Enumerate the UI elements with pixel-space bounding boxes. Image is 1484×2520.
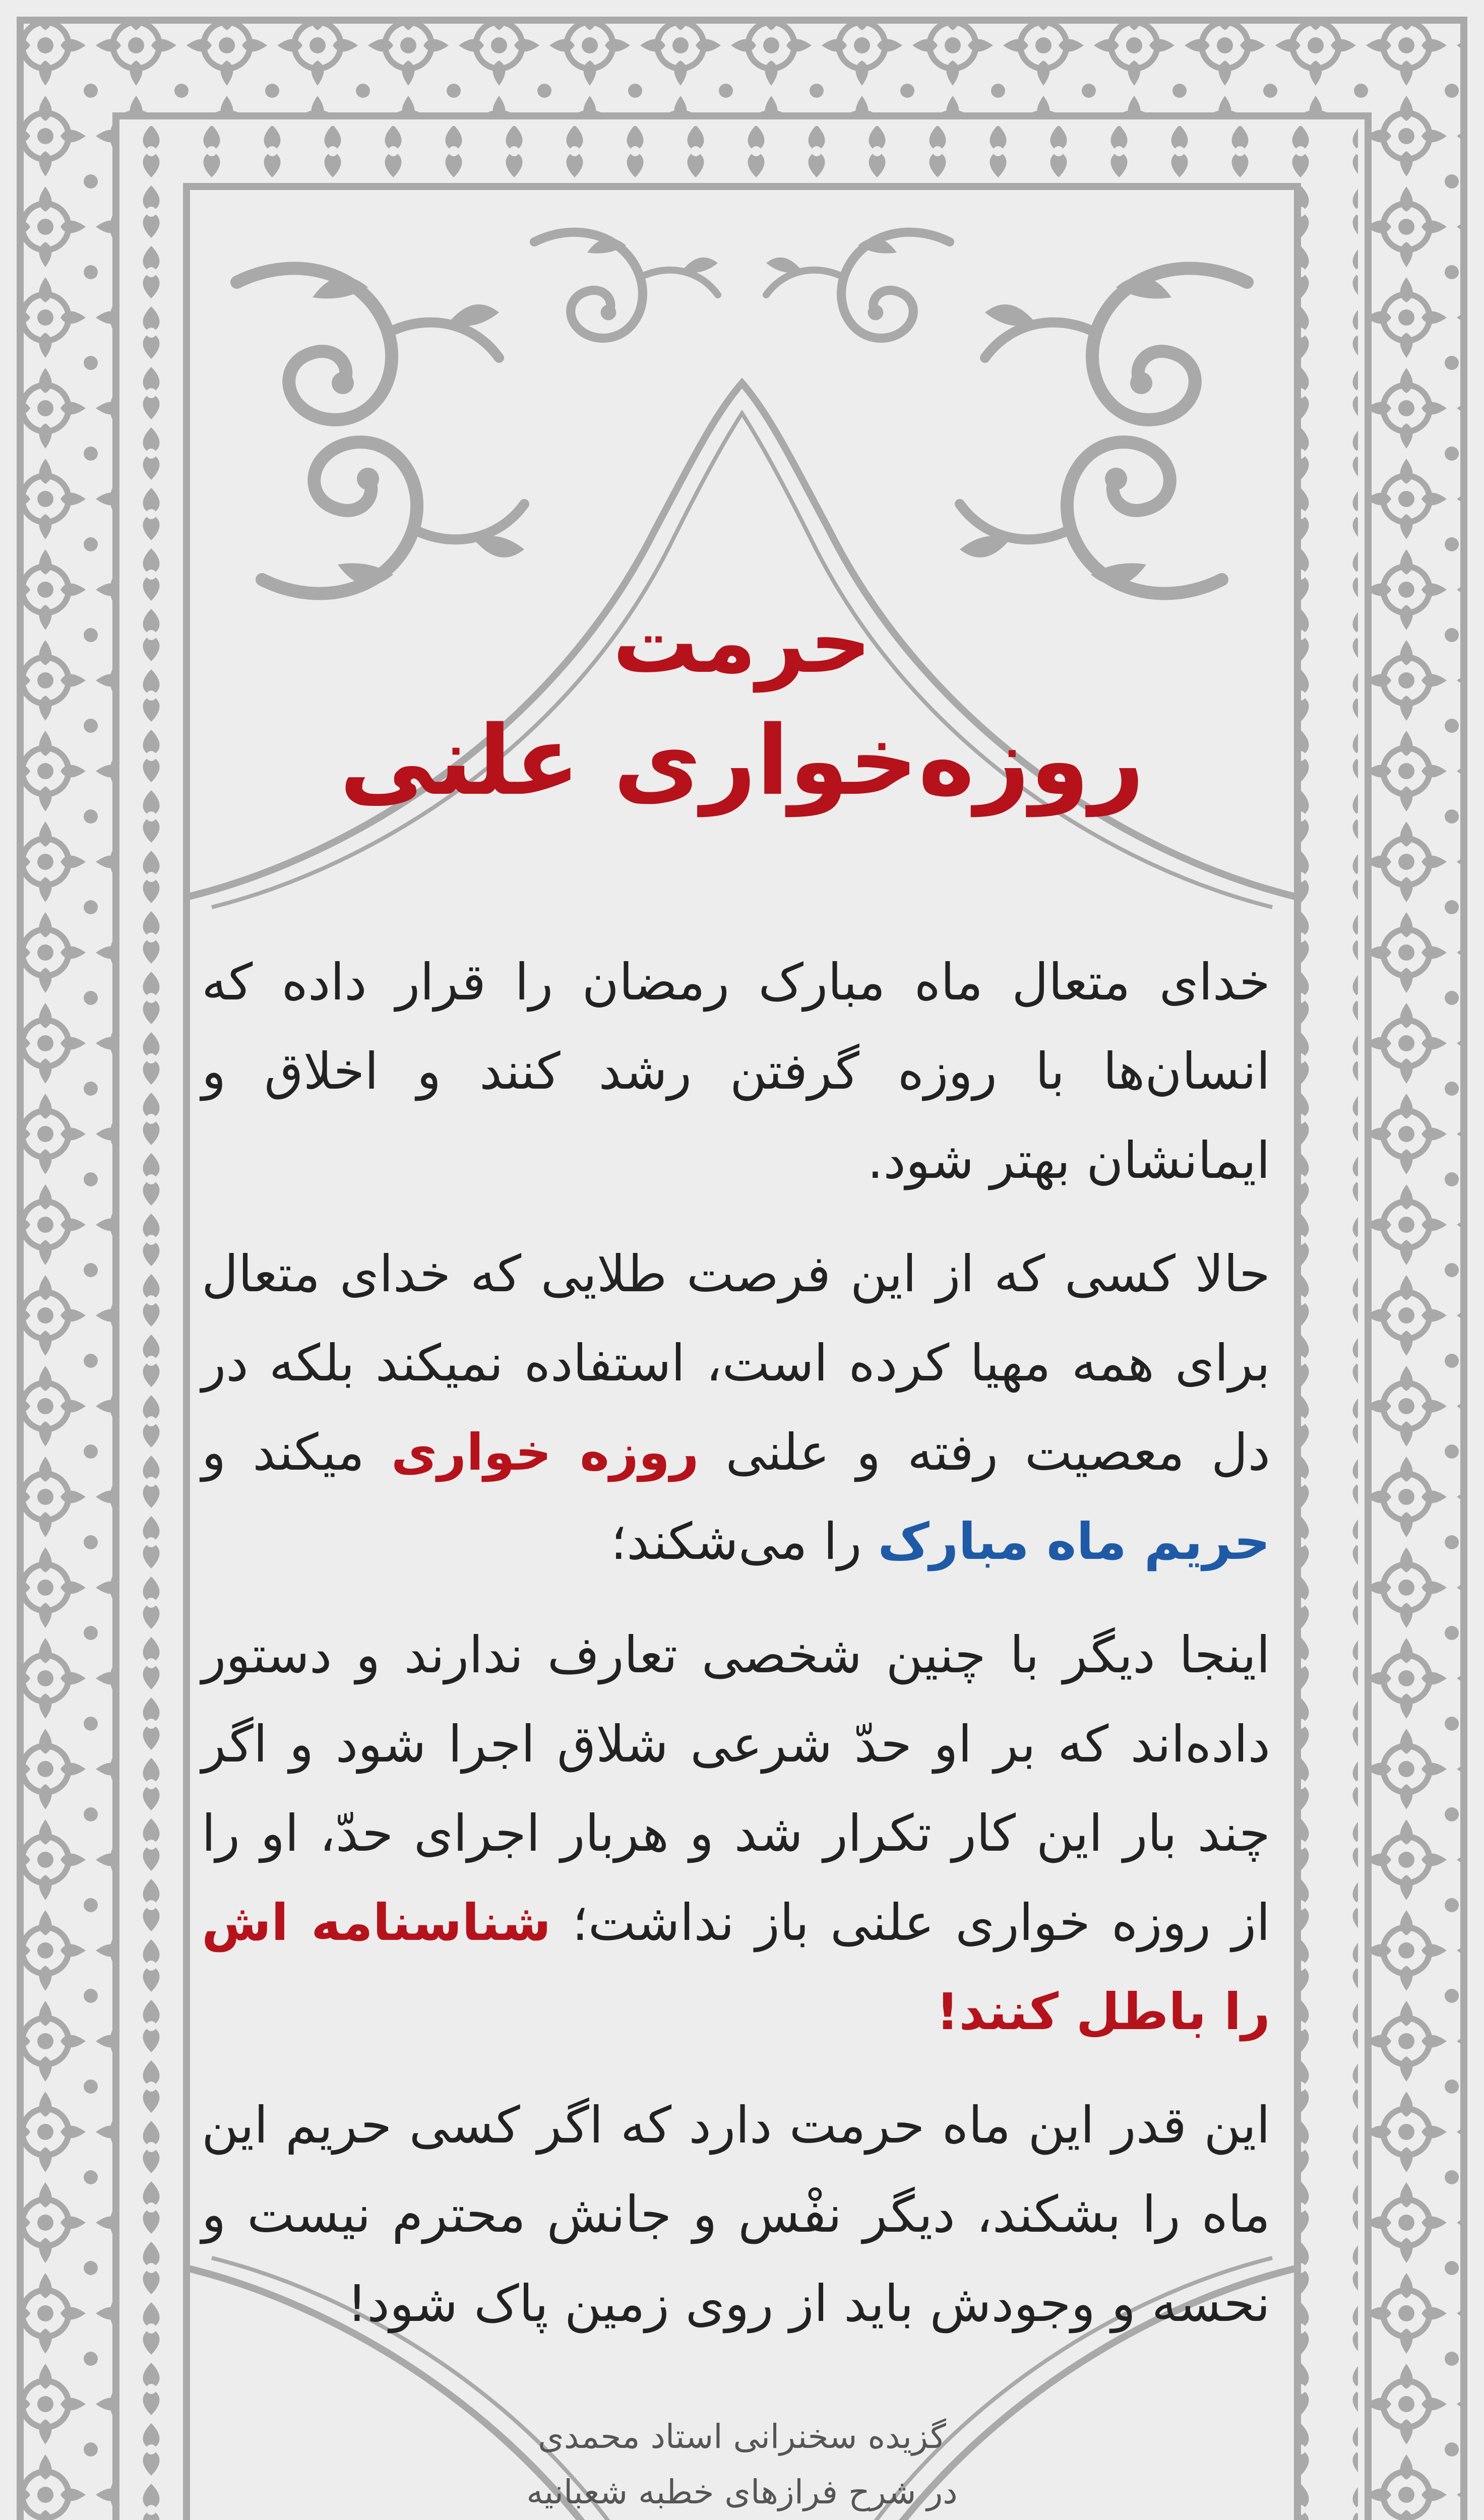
paragraph-2 bbox=[202, 1229, 1270, 1586]
source-credit bbox=[0, 2409, 1484, 2520]
paragraph-3 bbox=[202, 1610, 1270, 2056]
body-text bbox=[202, 937, 1270, 2372]
source-line-2: در شرح فرازهای خطبه شعبانیه bbox=[526, 2473, 958, 2511]
paragraph-4: این قدر این ماه حرمت دارد که اگر کسی حریم این ماه را بشکند، دیگر نفْس و جانش محترم نیست و نحسه و وجودش باید از روی زمین پاک شود! bbox=[202, 2096, 1270, 2333]
highlight-roozeh-khari: روزه خواری bbox=[391, 1423, 699, 1482]
title-line-2: روزه‌خواری علنی bbox=[339, 705, 1145, 816]
highlight-shenasnameh: شناسنامه اش را باطل کنند! bbox=[202, 1893, 1270, 2041]
title-block bbox=[0, 585, 1484, 822]
paragraph-2-text-e: را می‌شکند؛ bbox=[610, 1512, 878, 1571]
paragraph-3-text-a: اینجا دیگر با چنین شخصی تعارف ندارند و دستور داده‌اند که بر او حدّ شرعی شلاق اجرا شود و اگر چند بار این کار تکرار شد و هربار اجرای حدّ، او را از روزه خواری علنی باز نداشت؛ bbox=[202, 1625, 1271, 1952]
paragraph-2-text-a: حالا کسی که از این فرصت طلایی که خدای متعال برای همه مهیا کرده است، استفاده نمیکند بلکه در دل معصیت رفته و علنی bbox=[202, 1244, 1271, 1482]
paragraph-2-text-c: میکند و bbox=[202, 1423, 391, 1482]
paragraph-1: خدای متعال ماه مبارک رمضان را قرار داده که انسان‌ها با روزه گرفتن رشد کنند و اخلاق و ایمانشان بهتر شود. bbox=[202, 953, 1270, 1190]
highlight-harim-mah-mobarak: حریم ماه مبارک bbox=[878, 1512, 1270, 1571]
title-line-1: حرمت bbox=[612, 593, 872, 692]
source-line-1: گزیده سخنرانی استاد محمدی bbox=[538, 2417, 946, 2456]
